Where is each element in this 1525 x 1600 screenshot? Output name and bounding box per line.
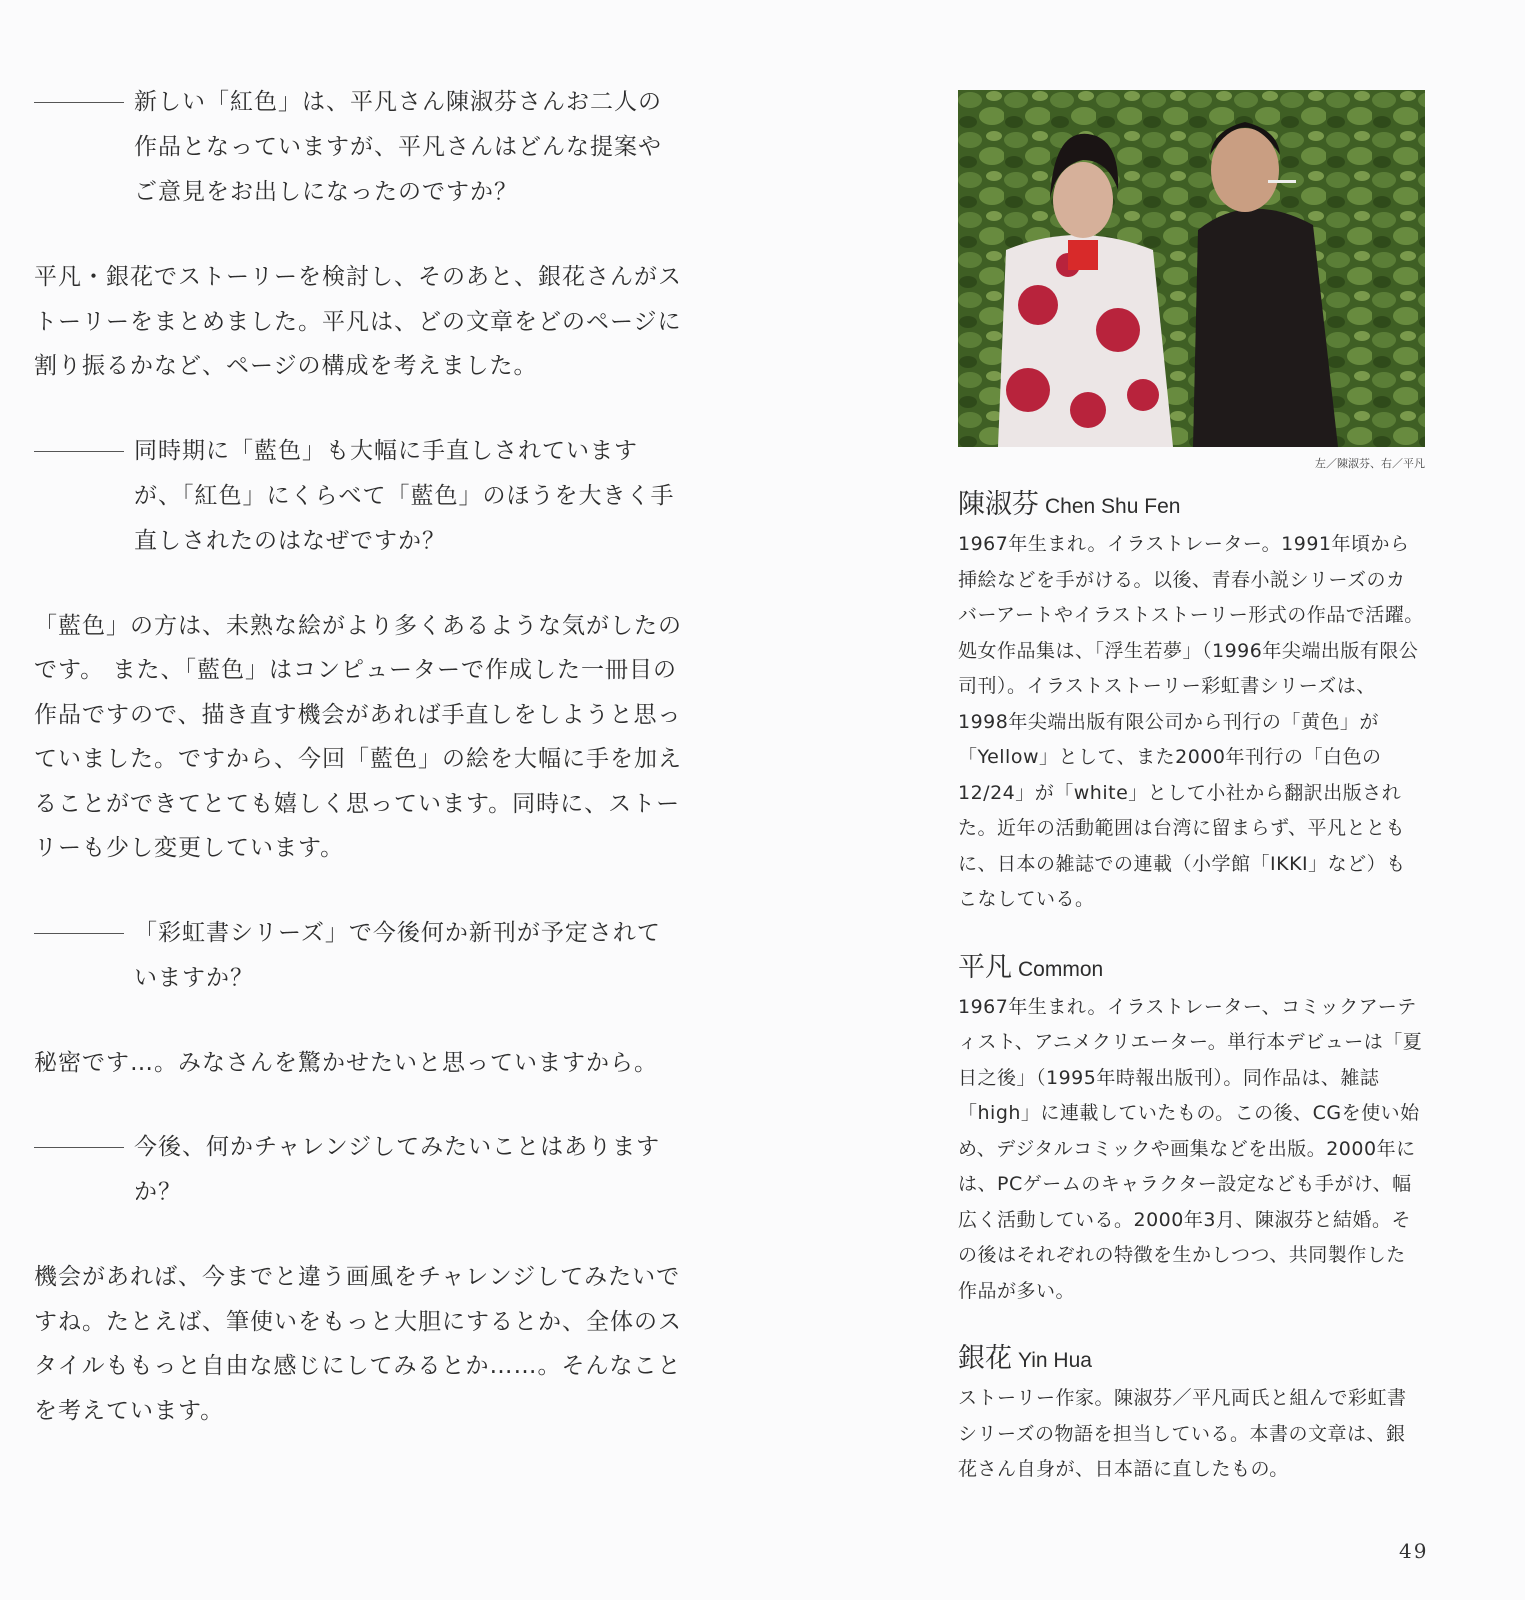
bio-text: 1967年生まれ。イラストレーター、コミックアーティスト、アニメクリエーター。単行本デビューは「夏日之後」（1995年時報出版刊）。同作品は、雑誌「high」に連載していたもの。この後、CGを使い始め、デジタルコミックや画集などを出版。2000年には、PCゲームのキャラクター設定なども手がけ、幅広く活動している。2000年3月、陳淑芬と結婚。その後はそれぞれの特徴を生かしつつ、共同製作した作品が多い。: [958, 995, 1423, 1302]
interview-question: [34, 911, 684, 1001]
interview-question: [34, 1125, 684, 1215]
bio-common: [958, 948, 1425, 1310]
bio-text: ストーリー作家。陳淑芬／平凡両氏と組んで彩虹書シリーズの物語を担当している。本書の文章は、銀花さん自身が、日本語に直したもの。: [958, 1387, 1407, 1480]
question-dash: [34, 102, 124, 103]
interview-answer: 秘密です…。みなさんを驚かせたいと思っていますから。: [34, 1049, 658, 1076]
bio-name-ja: 陳淑芬: [958, 489, 1039, 520]
bio-name-ja: 平凡: [958, 951, 1012, 983]
bio-chen-shu-fen: [958, 485, 1425, 918]
bio-name-latin: Common: [1018, 957, 1104, 981]
interview-answer: 「藍色」の方は、未熟な絵がより多くあるような気がしたのです。 また、「藍色」はコンピューターで作成した一冊目の作品ですので、描き直す機会があれば手直しをしようと思っていました。ですから、今回「藍色」の絵を大幅に手を加えることができてとても嬉しく思っています。同時に、ストーリーも少し変更しています。: [34, 612, 682, 861]
page-number: 49: [1399, 1539, 1429, 1563]
question-text: 新しい「紅色」は、平凡さん陳淑芬さんお二人の作品となっていますが、平凡さんはどんな提案やご意見をお出しになったのですか？: [134, 89, 662, 205]
bio-text: 1967年生まれ。イラストレーター。1991年頃から挿絵などを手がける。以後、青春小説シリーズのカバーアートやイラストストーリー形式の作品で活躍。処女作品集は、「浮生若夢」（1996年尖端出版有限公司刊）。イラストストーリー彩虹書シリーズは、1998年尖端出版有限公司から刊行の「黄色」が「Yellow」として、また2000年刊行の「白色の12/24」が「white」として小社から翻訳出版された。近年の活動範囲は台湾に留まらず、平凡とともに、日本の雑誌での連載（小学館「IKKI」など）もこなしている。: [958, 533, 1424, 910]
photo-caption: 左／陳淑芬、右／平凡: [1315, 457, 1425, 470]
portrait-illustration: [958, 90, 1425, 447]
profile-column: [958, 90, 1425, 1488]
interview-answer: 機会があれば、今までと違う画風をチャレンジしてみたいですね。たとえば、筆使いをもっと大胆にするとか、全体のスタイルももっと自由な感じにしてみるとか……。そんなことを考えています。: [34, 1264, 682, 1424]
bio-name-latin: Chen Shu Fen: [1045, 495, 1181, 518]
question-text: 「彩虹書シリーズ」で今後何か新刊が予定されていますか？: [134, 919, 661, 991]
interview-answer: 平凡・銀花でストーリーを検討し、そのあと、銀花さんがストーリーをまとめました。平凡は、どの文章をどのページに割り振るかなど、ページの構成を考えました。: [34, 264, 682, 379]
question-dash: [34, 933, 124, 934]
question-text: 同時期に「藍色」も大幅に手直しされていますが、「紅色」にくらべて「藍色」のほうを大きく手直しされたのはなぜですか？: [134, 437, 675, 554]
bio-yin-hua: [958, 1339, 1425, 1488]
question-dash: [34, 1147, 124, 1148]
bio-name-ja: 銀花: [958, 1343, 1012, 1374]
question-dash: [34, 451, 124, 452]
interview-column: [34, 80, 684, 1473]
question-text: 今後、何かチャレンジしてみたいことはありますか？: [134, 1134, 661, 1205]
bio-name-latin: Yin Hua: [1018, 1349, 1092, 1372]
interview-question: [34, 80, 684, 215]
bio-name: [958, 485, 1425, 527]
bio-name: [958, 1339, 1425, 1381]
bio-name: [958, 948, 1425, 990]
interview-question: [34, 429, 684, 564]
portrait-photo: [958, 90, 1425, 447]
